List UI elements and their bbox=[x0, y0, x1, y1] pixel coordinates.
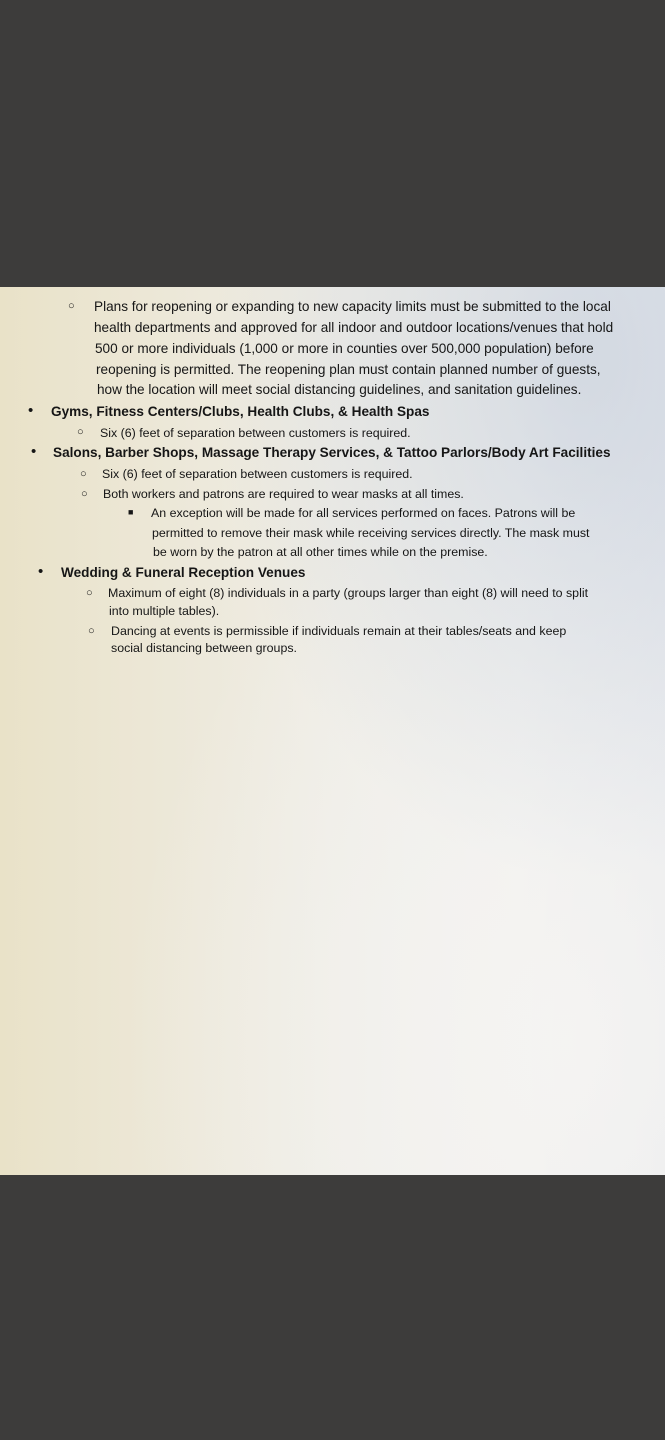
circle-bullet-icon: ○ bbox=[86, 587, 93, 599]
square-bullet-icon: ■ bbox=[128, 507, 134, 517]
wedding-item-2-line-2: social distancing between groups. bbox=[111, 641, 297, 655]
salons-sub-line-2: permitted to remove their mask while receiving services directly. The mask must bbox=[152, 526, 590, 540]
salons-sub-line-1: An exception will be made for all services performed on faces. Patrons will be bbox=[151, 506, 576, 520]
wedding-item-2-line-1: Dancing at events is permissible if individuals remain at their tables/seats and keep bbox=[111, 624, 567, 638]
plans-line-2: health departments and approved for all indoor and outdoor locations/venues that hold bbox=[94, 320, 614, 335]
disc-bullet-icon: • bbox=[38, 563, 44, 580]
circle-bullet-icon: ○ bbox=[77, 426, 84, 438]
salons-item-2: Both workers and patrons are required to wear masks at all times. bbox=[103, 487, 464, 501]
plans-line-1: Plans for reopening or expanding to new capacity limits must be submitted to the local bbox=[94, 299, 611, 314]
document-photo bbox=[0, 287, 665, 1175]
plans-line-3: 500 or more individuals (1,000 or more in counties over 500,000 population) before bbox=[95, 341, 594, 356]
circle-bullet-icon: ○ bbox=[68, 300, 75, 312]
wedding-item-1-line-2: into multiple tables). bbox=[109, 604, 220, 618]
wedding-heading: Wedding & Funeral Reception Venues bbox=[61, 565, 306, 580]
plans-line-4: reopening is permitted. The reopening plan must contain planned number of guests, bbox=[96, 362, 601, 377]
gyms-item-1: Six (6) feet of separation between customers is required. bbox=[100, 426, 411, 440]
salons-sub-line-3: be worn by the patron at all other times while on the premise. bbox=[153, 545, 488, 559]
circle-bullet-icon: ○ bbox=[88, 625, 95, 637]
salons-heading: Salons, Barber Shops, Massage Therapy Services, & Tattoo Parlors/Body Art Facilities bbox=[53, 445, 611, 460]
plans-line-5: how the location will meet social distancing guidelines, and sanitation guidelines. bbox=[97, 382, 582, 397]
gyms-heading: Gyms, Fitness Centers/Clubs, Health Clubs, & Health Spas bbox=[51, 404, 430, 419]
salons-item-1: Six (6) feet of separation between customers is required. bbox=[102, 467, 413, 481]
circle-bullet-icon: ○ bbox=[81, 488, 88, 500]
circle-bullet-icon: ○ bbox=[80, 468, 87, 480]
disc-bullet-icon: • bbox=[28, 402, 34, 419]
disc-bullet-icon: • bbox=[31, 443, 37, 460]
wedding-item-1-line-1: Maximum of eight (8) individuals in a party (groups larger than eight (8) will need to split bbox=[108, 586, 589, 600]
